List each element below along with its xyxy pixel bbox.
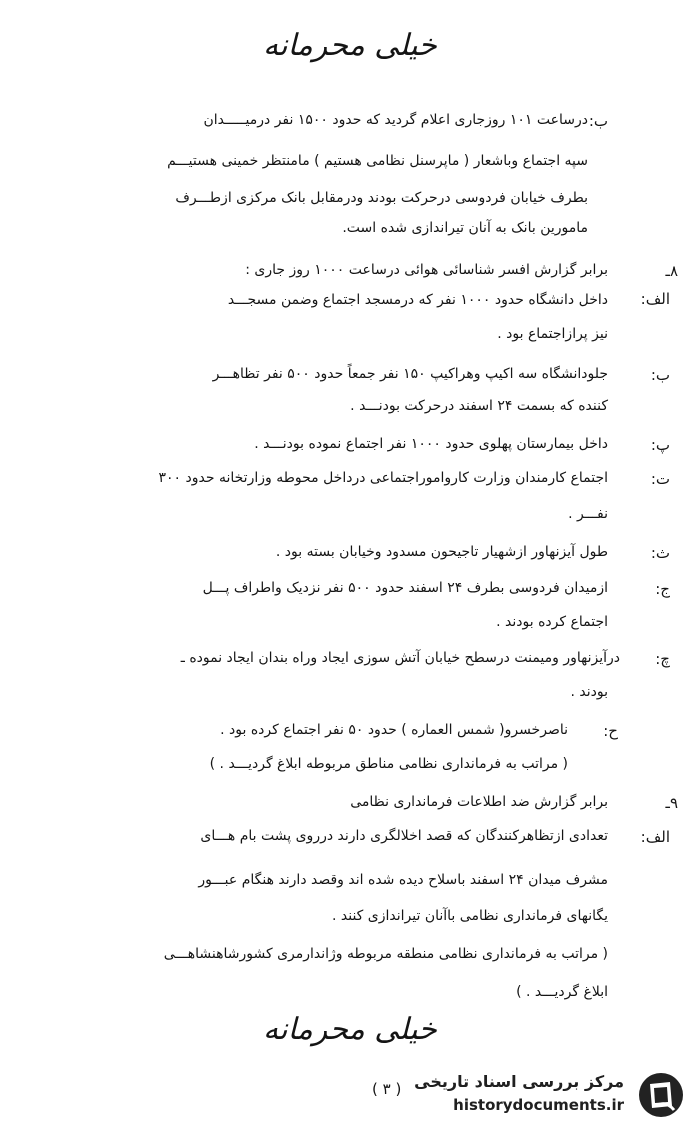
item-9-alef-line-4: ( مراتب به فرمانداری نظامی منطقه مربوطه وژاندارمری کشورشاهنشاهـــی <box>163 946 608 962</box>
item-marker-8-che: چ: <box>655 650 670 668</box>
item-8-jim-line-1: ازمیدان فردوسی بطرف ۲۴ اسفند حدود ۵۰۰ نفر نزدیک واطراف پـــل <box>202 580 608 596</box>
item-marker-9-alef: الف: <box>640 828 670 846</box>
section-9-number: ۹ـ <box>665 794 678 812</box>
item-marker-8-jim: ج: <box>655 580 670 598</box>
item-8-be-line-2: کننده که بسمت ۲۴ اسفند درحرکت بودنـــد . <box>350 398 608 414</box>
item-8-se-line-1: طول آیزنهاور ازشهیار تاجیحون مسدود وخیابان بسته بود . <box>275 544 608 560</box>
item-8-che-line-2: بودند . <box>570 684 608 700</box>
item-7b-line-2: سپه اجتماع وباشعار ( ماپرسنل نظامی هستیم ) مامنتظر خمینی هستیـــم <box>167 153 588 169</box>
item-marker-8-se: ث: <box>650 544 670 562</box>
item-7b-line-4: مامورین بانک به آنان تیراندازی شده است. <box>342 220 588 236</box>
item-8-che-line-1: درآیزنهاور ومیمنت درسطح خیابان آتش سوزی ایجاد وراه بندان ایجاد نموده ـ <box>180 650 620 666</box>
item-9-alef-line-1: تعدادی ازتظاهرکنندگان که قصد اخلالگری دارند درروی پشت بام هـــای <box>200 828 608 844</box>
classification-footer: خیلی محرمانه <box>263 1012 437 1047</box>
item-8-he-line-2: ( مراتب به فرمانداری نظامی مناطق مربوطه ابلاغ گردیـــد . ) <box>209 756 568 772</box>
archive-url[interactable]: historydocuments.ir <box>453 1096 624 1114</box>
item-8-he-line-1: ناصرخسرو( شمس العماره ) حدود ۵۰ نفر اجتماع کرده بود . <box>220 722 568 738</box>
item-9-alef-line-5: ابلاغ گردیـــد . ) <box>516 984 608 1000</box>
item-8-be-line-1: جلودانشگاه سه اکیپ وهراکیپ ۱۵۰ نفر جمعاً حدود ۵۰۰ نفر تظاهـــر <box>212 366 608 382</box>
item-8-jim-line-2: اجتماع کرده بودند . <box>496 614 608 630</box>
item-marker-8-pe: پ: <box>650 436 670 454</box>
item-marker-8-te: ت: <box>650 470 670 488</box>
item-9-alef-line-3: یگانهای فرمانداری نظامی باآنان تیراندازی کنند . <box>331 908 608 924</box>
section-9-heading: برابر گزارش ضد اطلاعات فرمانداری نظامی <box>350 794 608 810</box>
item-marker-8-he: ح: <box>603 722 618 740</box>
archive-emblem-icon <box>636 1070 686 1120</box>
item-marker-8-be: ب: <box>650 366 670 384</box>
section-8-heading: برابر گزارش افسر شناسائی هوائی درساعت ۱۰۰۰ روز جاری : <box>245 262 608 278</box>
item-8-alef-line-1: داخل دانشگاه حدود ۱۰۰۰ نفر که درمسجد اجتماع وضمن مسجـــد <box>227 292 608 308</box>
item-8-te-line-1: اجتماع کارمندان وزارت کارواموراجتماعی درداخل محوطه وزارتخانه حدود ۳۰۰ <box>158 470 608 486</box>
classification-header: خیلی محرمانه <box>263 28 437 63</box>
page-number: ( ۳ ) <box>372 1080 402 1098</box>
item-7b-line-1: درساعت ۱۰۱ روزجاری اعلام گردید که حدود ۱۵۰۰ نفر درمیـــــدان <box>203 112 588 128</box>
item-marker-8-alef: الف: <box>640 290 670 308</box>
item-8-alef-line-2: نیز پرازاجتماع بود . <box>497 326 608 342</box>
item-8-te-line-2: نفـــر . <box>568 506 608 522</box>
section-8-number: ۸ـ <box>665 262 678 280</box>
archive-logo[interactable] <box>414 1068 690 1120</box>
item-marker-7b: ب: <box>588 112 608 130</box>
archive-name: مرکز بررسی اسناد تاریخی <box>414 1072 624 1091</box>
item-7b-line-3: بطرف خیابان فردوسی درحرکت بودند ودرمقابل بانک مرکزی ازطـــرف <box>175 190 588 206</box>
item-9-alef-line-2: مشرف میدان ۲۴ اسفند باسلاح دیده شده اند وقصد دارند هنگام عبـــور <box>198 872 608 888</box>
item-8-pe-line-1: داخل بیمارستان پهلوی حدود ۱۰۰۰ نفر اجتماع نموده بودنـــد . <box>254 436 608 452</box>
